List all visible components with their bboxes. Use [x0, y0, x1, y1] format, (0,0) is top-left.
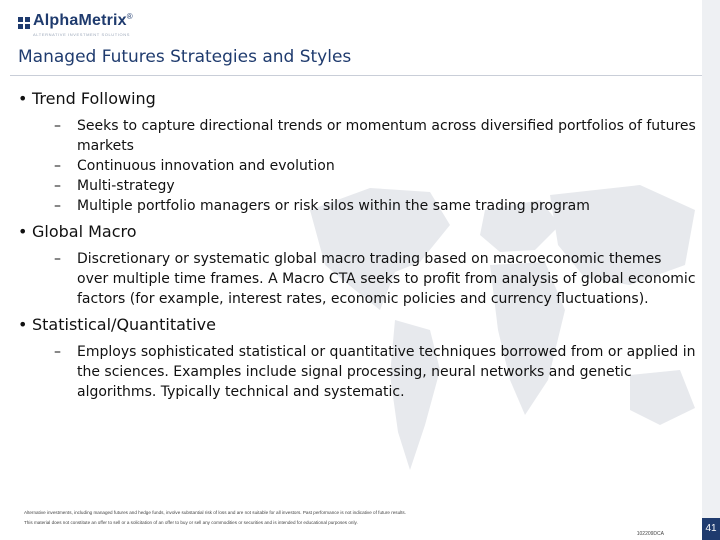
section-heading-global-macro: • Global Macro: [18, 222, 137, 241]
dash-icon: –: [54, 251, 61, 267]
list-item: – Discretionary or systematic global macro trading based on macroeconomic themes over multiple time frames. A Macro CTA seeks to profit from analysis of global economic factors (for example, interest rates, economic policies and currency fluctuations).: [54, 251, 696, 307]
slide-body: [18, 88, 696, 402]
slide-title: Managed Futures Strategies and Styles: [18, 47, 352, 67]
disclaimer-line-2: This material does not constitute an offer to sell or a solicitation of an offer to buy or sell any commodities or securities and is intended for educational purposes only.: [24, 520, 358, 525]
list-item: – Multi-strategy: [54, 178, 175, 194]
section-heading-trend-following: • Trend Following: [18, 89, 156, 108]
list-item: – Employs sophisticated statistical or quantitative techniques borrowed from or applied in the sciences. Examples include signal processing, neural networks and genetic algorithms. Typically technical and systematic.: [54, 344, 696, 400]
dash-icon: –: [54, 344, 61, 360]
title-divider: [10, 75, 702, 76]
section-heading-statistical-quantitative: • Statistical/Quantitative: [18, 315, 216, 334]
dash-icon: –: [54, 178, 61, 194]
document-code: 102209DCA: [636, 531, 664, 537]
dash-icon: –: [54, 158, 61, 174]
disclaimer: [24, 508, 624, 528]
bullet-icon: •: [18, 222, 28, 241]
list-item: – Continuous innovation and evolution: [54, 158, 335, 174]
logo-mark-icon: [18, 17, 30, 29]
bullet-icon: •: [18, 89, 28, 108]
bullet-icon: •: [18, 315, 28, 334]
logo-wordmark: AlphaMetrix®: [33, 12, 133, 29]
alphametrix-logo: [18, 12, 218, 42]
disclaimer-line-1: Alternative investments, including managed futures and hedge funds, involve substantial risk of loss and are not suitable for all investors. Past performance is not indicative of future results.: [24, 510, 406, 515]
page-number: 41: [702, 518, 720, 540]
dash-icon: –: [54, 198, 61, 214]
list-item: – Multiple portfolio managers or risk silos within the same trading program: [54, 198, 590, 214]
list-item: – Seeks to capture directional trends or momentum across diversified portfolios of futures markets: [54, 118, 696, 154]
logo-tagline: ALTERNATIVE INVESTMENT SOLUTIONS: [33, 32, 130, 37]
dash-icon: –: [54, 118, 61, 134]
